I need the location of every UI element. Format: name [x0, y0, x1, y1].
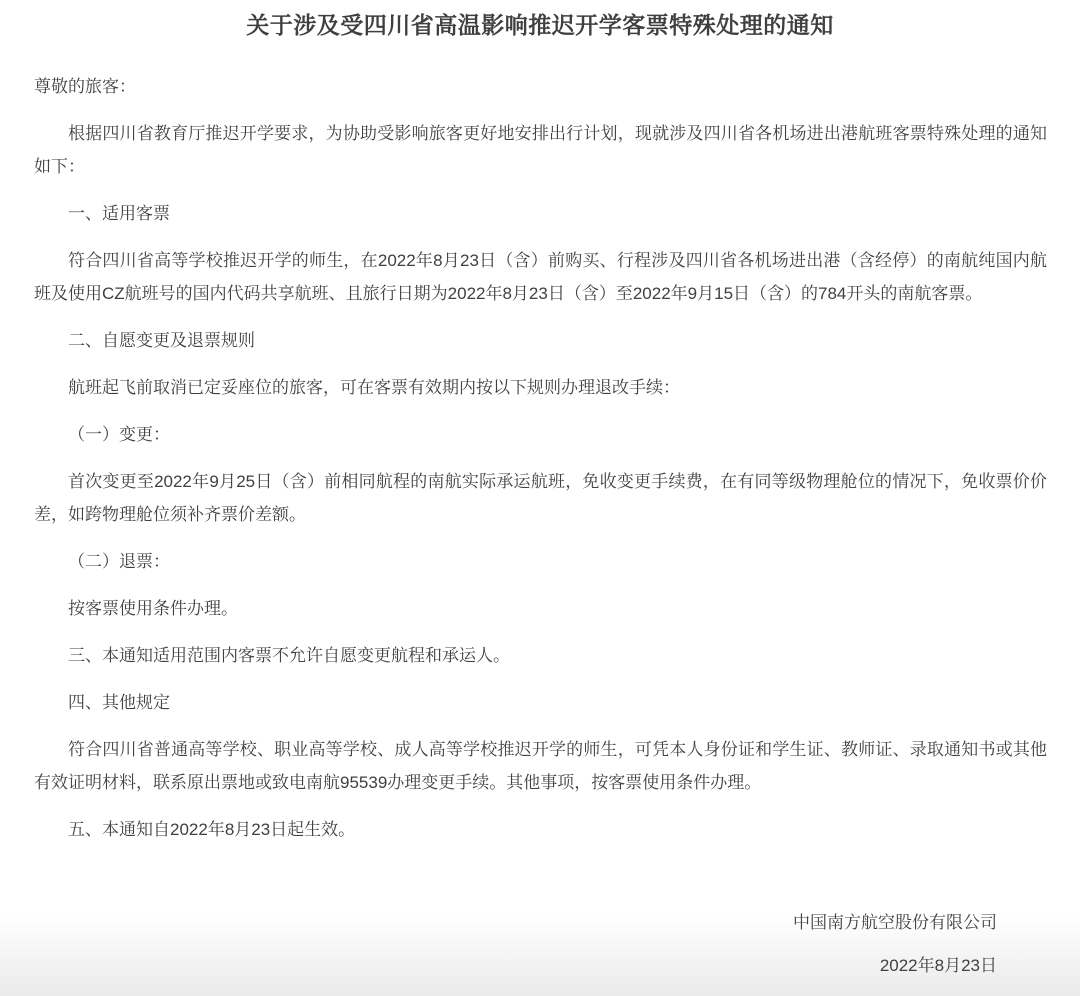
section-2-heading: 二、自愿变更及退票规则 — [68, 331, 255, 350]
section-3-heading: 三、本通知适用范围内客票不允许自愿变更航程和承运人。 — [68, 646, 510, 665]
signature-company: 中国南方航空股份有限公司 — [793, 913, 997, 932]
section-5-heading: 五、本通知自2022年8月23日起生效。 — [68, 820, 356, 839]
notice-body — [0, 70, 1080, 982]
page-title: 关于涉及受四川省高温影响推迟开学客票特殊处理的通知 — [246, 12, 834, 38]
salutation: 尊敬的旅客： — [34, 77, 136, 96]
subsection-2-2-heading: （二）退票： — [68, 552, 170, 571]
signature-block — [34, 906, 1047, 982]
section-2-intro: 航班起飞前取消已定妥座位的旅客，可在客票有效期内按以下规则办理退改手续： — [68, 378, 680, 397]
subsection-2-1-heading: （一）变更： — [68, 425, 170, 444]
section-4-heading: 四、其他规定 — [68, 693, 170, 712]
subsection-2-2-paragraph: 按客票使用条件办理。 — [68, 599, 238, 618]
section-1-paragraph: 符合四川省高等学校推迟开学的师生，在2022年8月23日（含）前购买、行程涉及四川省各机场进出港（含经停）的南航纯国内航班及使用CZ航班号的国内代码共享航班、且旅行日期为2022年8月23日（含）至2022年9月15日（含）的784开头的南航客票。 — [34, 251, 1047, 303]
subsection-2-1-paragraph: 首次变更至2022年9月25日（含）前相同航程的南航实际承运航班，免收变更手续费，在有同等级物理舱位的情况下，免收票价价差，如跨物理舱位须补齐票价差额。 — [34, 472, 1047, 524]
section-1-heading: 一、适用客票 — [68, 204, 170, 223]
section-4-paragraph: 符合四川省普通高等学校、职业高等学校、成人高等学校推迟开学的师生，可凭本人身份证和学生证、教师证、录取通知书或其他有效证明材料，联系原出票地或致电南航95539办理变更手续。其他事项，按客票使用条件办理。 — [34, 740, 1047, 792]
intro-paragraph: 根据四川省教育厅推迟开学要求，为协助受影响旅客更好地安排出行计划，现就涉及四川省各机场进出港航班客票特殊处理的通知如下： — [34, 124, 1047, 176]
signature-date: 2022年8月23日 — [879, 956, 997, 975]
